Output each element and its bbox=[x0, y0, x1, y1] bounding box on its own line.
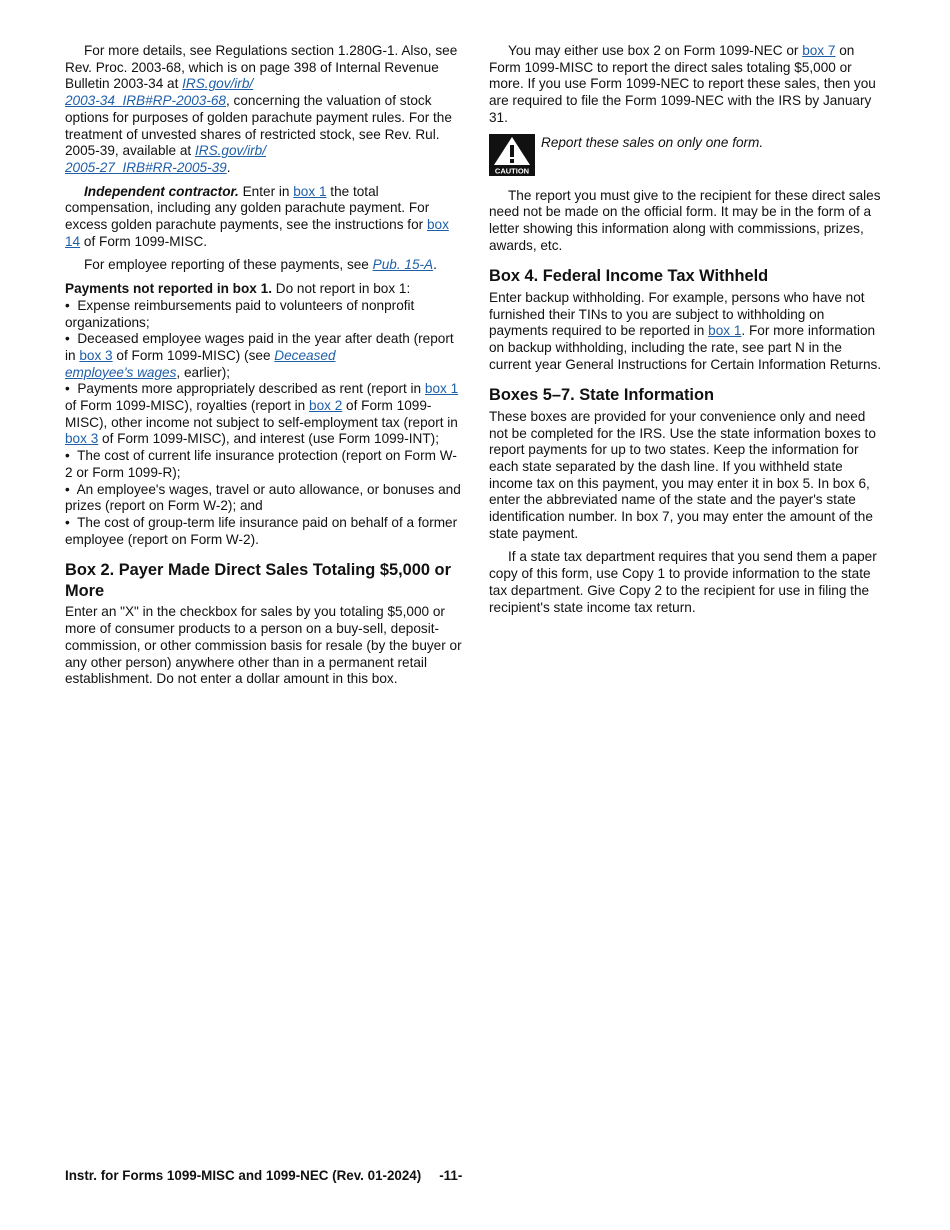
link-box-3[interactable]: box 3 bbox=[65, 431, 99, 447]
right-column bbox=[489, 43, 886, 623]
page-number: -11- bbox=[439, 1168, 463, 1183]
run-in-heading: Payments not reported in box 1. bbox=[65, 281, 272, 297]
text: Enter in bbox=[238, 183, 294, 199]
text: Deceased employee wages paid in the year after death (report in bbox=[65, 331, 454, 363]
caution-label: CAUTION bbox=[494, 166, 530, 176]
text: Payments more appropriately described as rent (report in bbox=[77, 381, 425, 397]
text: on Form 1099-MISC to report the direct sales totaling $5,000 or more. If you use Form 1099-NEC to report these sales, then you are required to file the Form 1099-NEC with the IRS by January 31. bbox=[489, 43, 876, 125]
footer-title: Instr. for Forms 1099-MISC and 1099-NEC (Rev. 01-2024) bbox=[65, 1168, 422, 1183]
caution-note bbox=[489, 134, 886, 176]
paragraph-boxes-5-7: These boxes are provided for your convenience only and need not be completed for the IRS. Use the state information boxes to report payments for up to two states. Keep the information for each state separated by the dash line. If you withheld state income tax on this payment, you may enter it in box 5. In box 6, enter the abbreviated name of the state and the payer's state identification number. In box 7, you may enter the amount of the state payment. bbox=[489, 408, 876, 541]
text: Enter backup withholding. For example, persons who have not furnished their TINs to you are subject to withholding on payments required to be reported in bbox=[489, 289, 865, 339]
paragraph-box-2: Enter an "X" in the checkbox for sales by you totaling $5,000 or more of consumer products to a person on a buy-sell, deposit-commission, or other commission basis for resale (by the buyer or any other person) anywhere other than in a permanent retail establishment. Do not enter a dollar amount in this box. bbox=[65, 604, 462, 687]
paragraph-regulations bbox=[65, 43, 462, 177]
link-text: IRS.gov/irb/ bbox=[182, 76, 254, 92]
text: of Form 1099-MISC), other income not subject to self-employment tax (report in bbox=[65, 398, 458, 430]
text: , earlier); bbox=[176, 364, 231, 380]
list-item: • The cost of group-term life insurance paid on behalf of a former employee (report on Form W-2). bbox=[65, 514, 458, 547]
text: of Form 1099-MISC) (see bbox=[112, 347, 275, 363]
link-box-1[interactable]: box 1 bbox=[293, 183, 327, 199]
link-text: IRS.gov/irb/ bbox=[195, 143, 267, 159]
paragraph-independent-contractor bbox=[65, 184, 462, 251]
text: . bbox=[226, 159, 231, 175]
text: , concerning the valuation of stock options for purposes of golden parachute payment rules. For the treatment of unvested shares of restricted stock, see Rev. Rul. 2005-39, available at bbox=[65, 93, 452, 159]
text: Expense reimbursements paid to volunteers of nonprofit organizations; bbox=[65, 297, 415, 330]
text: . bbox=[433, 257, 437, 273]
text: You may either use box 2 on Form 1099-NEC or bbox=[508, 43, 803, 58]
link-box-3[interactable]: box 3 bbox=[79, 347, 113, 363]
section-heading-boxes-5-7: Boxes 5–7. State Information bbox=[489, 386, 714, 405]
paragraph-state-copy: If a state tax department requires that you send them a paper copy of this form, use Copy 1 to provide information to the state tax department. Give Copy 2 to the recipient for use in filing the recipient's state income tax return. bbox=[489, 549, 877, 615]
link-pub-15a[interactable]: Pub. 15-A bbox=[372, 257, 434, 273]
text: of Form 1099-MISC), royalties (report in bbox=[65, 398, 310, 414]
section-heading-box-2: Box 2. Payer Made Direct Sales Totaling $5,000 or More bbox=[65, 561, 451, 600]
text: the total compensation, including any golden parachute payment. For excess golden parachute payments, see the instructions for bbox=[65, 183, 430, 233]
link-box-14[interactable]: box 14 bbox=[65, 217, 449, 249]
paragraph-recipient-report: The report you must give to the recipient for these direct sales need not be made on the official form. It may be in the form of a letter showing this information along with commissions, prizes, awards, etc. bbox=[489, 187, 881, 253]
link-box-2[interactable]: box 2 bbox=[309, 398, 343, 414]
list-item: • Deceased employee wages paid in the year after death (report in box 3 of Form 1099-MISC) (see Deceased employee's wages, earlier); bbox=[65, 331, 454, 380]
link-text: 2003-34_IRB#RP-2003-68 bbox=[65, 93, 226, 109]
list-item: • The cost of current life insurance protection (report on Form W-2 or Form 1099-R); bbox=[65, 448, 457, 480]
text: Do not report in box 1: bbox=[271, 281, 411, 297]
link-box-7[interactable]: box 7 bbox=[802, 43, 836, 58]
list-item: • An employee's wages, travel or auto allowance, or bonuses and prizes (report on Form W-2); and bbox=[65, 481, 461, 514]
list-item: • Payments more appropriately described as rent (report in box 1 of Form 1099-MISC), royalties (report in box 2 of Form 1099-MISC), other income not subject to self-employment tax (report in box 3 of Form 1099-MISC), and interest (use Form 1099-INT); bbox=[65, 381, 459, 447]
paragraph-employee-reporting bbox=[65, 257, 462, 274]
caution-icon bbox=[489, 134, 535, 176]
text: For employee reporting of these payments, see bbox=[84, 257, 373, 273]
link-box-1[interactable]: box 1 bbox=[424, 381, 459, 397]
page-footer bbox=[65, 1168, 462, 1183]
text: of Form 1099-MISC. bbox=[80, 233, 208, 249]
caution-text: Report these sales on only one form. bbox=[541, 134, 764, 150]
text: For more details, see Regulations section 1.280G-1. Also, see Rev. Proc. 2003-68, which is on page 398 of Internal Revenue Bulletin 2003-34 at bbox=[65, 43, 458, 92]
paragraph-box-4 bbox=[489, 290, 886, 374]
paragraph-direct-sales bbox=[489, 43, 886, 127]
left-column bbox=[65, 43, 462, 695]
text: of Form 1099-MISC), and interest (use Form 1099-INT); bbox=[98, 431, 439, 447]
run-in-heading: Independent contractor. bbox=[84, 183, 239, 199]
link-text: Deceased bbox=[274, 347, 336, 363]
link-box-1[interactable]: box 1 bbox=[708, 323, 742, 339]
text: The cost of current life insurance protection (report on Form W-2 or Form 1099-R); bbox=[65, 448, 457, 480]
text: The cost of group-term life insurance paid on behalf of a former employee (report on Form W-2). bbox=[65, 514, 458, 547]
section-heading-box-4: Box 4. Federal Income Tax Withheld bbox=[489, 267, 769, 286]
list-item: • Expense reimbursements paid to volunteers of nonprofit organizations; bbox=[65, 297, 415, 330]
link-text: employee's wages bbox=[65, 364, 177, 380]
text: An employee's wages, travel or auto allowance, or bonuses and prizes (report on Form W-2); and bbox=[65, 481, 461, 514]
link-text: 2005-27_IRB#RR-2005-39 bbox=[65, 159, 227, 175]
text: . For more information on backup withholding, including the rate, see part N in the current year General Instructions for Certain Information Returns. bbox=[489, 323, 882, 372]
paragraph-payments-not-reported bbox=[65, 281, 462, 298]
